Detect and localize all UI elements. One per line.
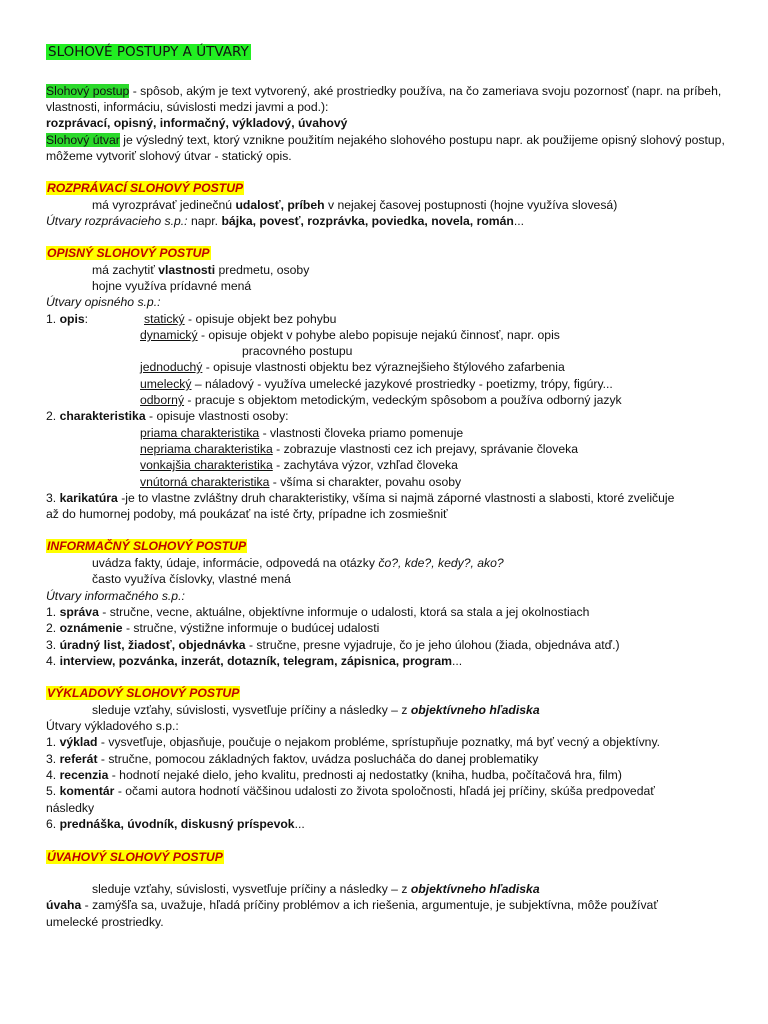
intro-slohovy-utvar-line: Slohový útvar je výsledný text, ktorý vznikne použitím nejakého slohového postupu napr. ak použijeme opisný slohový postup, môžeme vytvoriť slohový útvar - statický opis.: [46, 133, 725, 163]
interview-item: 4. interview, pozvánka, inzerát, dotazník, telegram, zápisnica, program...: [46, 654, 463, 668]
char-priama: priama charakteristika - vlastnosti človeka priamo pomenuje: [140, 426, 464, 440]
slohove-postupy-list: rozprávací, opisný, informačný, výkladový, úvahový: [46, 116, 348, 130]
informacny-heading: INFORMAČNÝ SLOHOVÝ POSTUP: [47, 539, 247, 553]
oznamenie-item: 2. oznámenie - stručne, výstižne informuje o budúcej udalosti: [46, 621, 380, 635]
karikatura-item: 3. karikatúra -je to vlastne zvláštny druh charakteristiky, všíma si najmä záporné vlastnosti a slabosti, ktoré zveličuje: [46, 491, 675, 505]
informacny-utvary-label: Útvary informačného s.p.:: [46, 589, 185, 603]
opis-item: 1. opis:: [46, 312, 89, 326]
charakteristika-item: 2. charakteristika - opisuje vlastnosti osoby:: [46, 409, 289, 423]
uvahovy-heading: ÚVAHOVÝ SLOHOVÝ POSTUP: [47, 850, 223, 864]
komentar-item: 5. komentár - očami autora hodnotí väčšinou udalosti zo života spoločnosti, hľadá jej príčiny, skúša predpovedať: [46, 784, 655, 798]
rozpravaci-utvary-line: Útvary rozprávacieho s.p.: napr. bájka, povesť, rozprávka, poviedka, novela, román...: [46, 214, 524, 228]
recenzia-item: 4. recenzia - hodnotí nejaké dielo, jeho kvalitu, prednosti aj nedostatky (kniha, hudba, počítačová hra, film): [46, 768, 622, 782]
document-title: SLOHOVÉ POSTUPY A ÚTVARY: [48, 44, 249, 60]
vykladovy-line-1: sleduje vzťahy, súvislosti, vysvetľuje príčiny a následky – z objektívneho hľadiska: [92, 703, 540, 717]
prednaska-item: 6. prednáška, úvodník, diskusný príspevok...: [46, 817, 305, 831]
uvahovy-line-1: sleduje vzťahy, súvislosti, vysvetľuje príčiny a následky – z objektívneho hľadiska: [92, 882, 540, 896]
vykladovy-heading: VÝKLADOVÝ SLOHOVÝ POSTUP: [47, 686, 240, 700]
opisny-line-2: hojne využíva prídavné mená: [92, 279, 252, 293]
informacny-line-2: často využíva číslovky, vlastné mená: [92, 572, 291, 586]
komentar-cont: následky: [46, 801, 95, 815]
sprava-item: 1. správa - stručne, vecne, aktuálne, objektívne informuje o udalosti, ktorá sa stala a jej okolnostiach: [46, 605, 590, 619]
rozpravaci-heading: ROZPRÁVACÍ SLOHOVÝ POSTUP: [47, 181, 244, 195]
char-vnutorna: vnútorná charakteristika - všíma si charakter, povahu osoby: [140, 475, 462, 489]
opis-odborny: odborný - pracuje s objektom metodickým, vedeckým spôsobom a používa odborný jazyk: [140, 393, 622, 407]
slohovy-postup-term: Slohový postup: [46, 84, 130, 98]
slohovy-utvar-term: Slohový útvar: [46, 133, 120, 147]
rozpravaci-line-1: má vyrozprávať jedinečnú udalosť, príbeh v nejakej časovej postupnosti (hojne využíva slovesá): [92, 198, 618, 212]
opis-dynamicky-cont: pracovného postupu: [242, 344, 353, 358]
opisny-line-1: má zachytiť vlastnosti predmetu, osoby: [92, 263, 310, 277]
char-nepriama: nepriama charakteristika - zobrazuje vlastnosti cez ich prejavy, správanie človeka: [140, 442, 579, 456]
uradny-list-item: 3. úradný list, žiadosť, objednávka - stručne, presne vyjadruje, čo je jeho úlohou (žiada, objednáva atď.): [46, 638, 620, 652]
opisny-heading: OPISNÝ SLOHOVÝ POSTUP: [47, 246, 210, 260]
vyklad-item: 1. výklad - vysvetľuje, objasňuje, poučuje o nejakom probléme, sprístupňuje poznatky, má byť vecný a objektívny.: [46, 735, 661, 749]
opis-staticky: statický - opisuje objekt bez pohybu: [144, 312, 337, 326]
opis-umelecky: umelecký – náladový - využíva umelecké jazykové prostriedky - poetizmy, trópy, figúry...: [140, 377, 613, 391]
informacny-line-1: uvádza fakty, údaje, informácie, odpovedá na otázky čo?, kde?, kedy?, ako?: [92, 556, 504, 570]
intro-slohovy-postup-line: Slohový postup - spôsob, akým je text vytvorený, aké prostriedky používa, na čo zameriava svoju pozornosť (napr. na príbeh, vlastnosti, informáciu, súvislosti medzi javmi a pod.):: [46, 84, 722, 114]
opisny-utvary-label: Útvary opisného s.p.:: [46, 295, 161, 309]
opis-dynamicky: dynamický - opisuje objekt v pohybe alebo popisuje nejakú činnosť, napr. opis: [140, 328, 560, 342]
vykladovy-utvary-label: Útvary výkladového s.p.:: [46, 719, 179, 733]
uvaha-item: úvaha - zamýšľa sa, uvažuje, hľadá príčiny problémov a ich riešenia, argumentuje, je subjektívna, môže používať: [46, 898, 658, 912]
char-vonkajsia: vonkajšia charakteristika - zachytáva výzor, vzhľad človeka: [140, 458, 458, 472]
referat-item: 3. referát - stručne, pomocou základných faktov, uvádza poslucháča do danej problematiky: [46, 752, 539, 766]
opis-jednoduchy: jednoduchý - opisuje vlastnosti objektu bez výraznejšieho štýlového zafarbenia: [140, 360, 565, 374]
uvaha-cont: umelecké prostriedky.: [46, 915, 164, 929]
karikatura-cont: až do humornej podoby, má poukázať na isté črty, prípadne ich zosmiešniť: [46, 507, 448, 521]
